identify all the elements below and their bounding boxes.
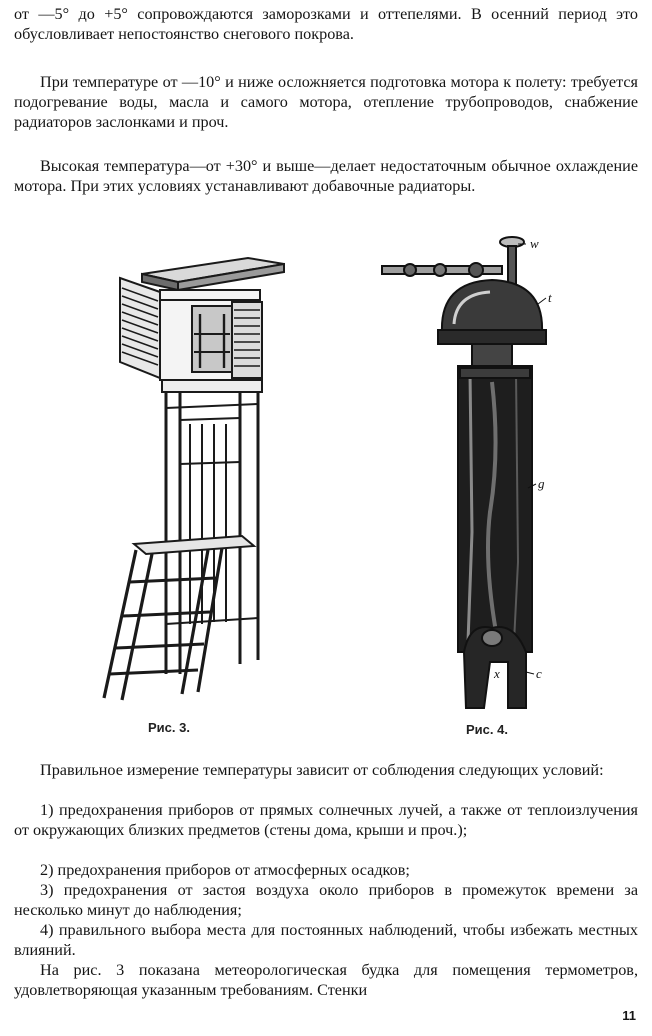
list-item-2: 2) предохранения приборов от атмосферных осадков; — [40, 861, 410, 879]
label-x: x — [494, 666, 500, 681]
label-w: w — [530, 236, 539, 251]
paragraph-2: При температуре от —10° и ниже осложняется подготовка мотора к полету: требуется подогревание воды, масла и самого мотора, отепление трубопроводов, снабжение радиаторов заслонками и проч. — [14, 73, 638, 131]
figure-4-caption: Рис. 4. — [466, 722, 508, 737]
weather-booth-illustration — [90, 244, 290, 714]
figure-3-caption: Рис. 3. — [148, 720, 190, 735]
list-item-3: 3) предохранения от застоя воздуха около приборов в промежуток времени за несколько минут до наблюдения; — [14, 881, 638, 919]
paragraph-4: Правильное измерение температуры зависит от соблюдения следующих условий: — [40, 761, 604, 779]
figure-3-weather-booth — [90, 244, 290, 714]
paragraph-5: На рис. 3 показана метеорологическая будка для помещения термометров, удовлетворяющая указанным требованиям. Стенки — [14, 961, 638, 999]
page-number: 11 — [622, 1008, 636, 1023]
label-t: t — [548, 290, 552, 305]
figure-4-thermometer-assembly — [380, 232, 560, 710]
list-item-1: 1) предохранения приборов от прямых солнечных лучей, а также от теплоизлучения от окружающих близких предметов (стены дома, крыши и проч.); — [14, 801, 638, 839]
label-g: g — [538, 476, 545, 491]
list-item-4: 4) правильного выбора места для постоянных наблюдений, чтобы избежать местных влияний. — [14, 921, 638, 959]
paragraph-3: Высокая температура—от +30° и выше—делает недостаточным обычное охлаждение мотора. При этих условиях устанавливают добавочные радиаторы. — [14, 157, 638, 195]
paragraph-1: от —5° до +5° сопровождаются заморозками и оттепелями. В осенний период это обусловливает непостоянство снегового покрова. — [14, 5, 638, 43]
label-c: c — [536, 666, 542, 681]
thermometer-assembly-illustration — [380, 232, 560, 710]
